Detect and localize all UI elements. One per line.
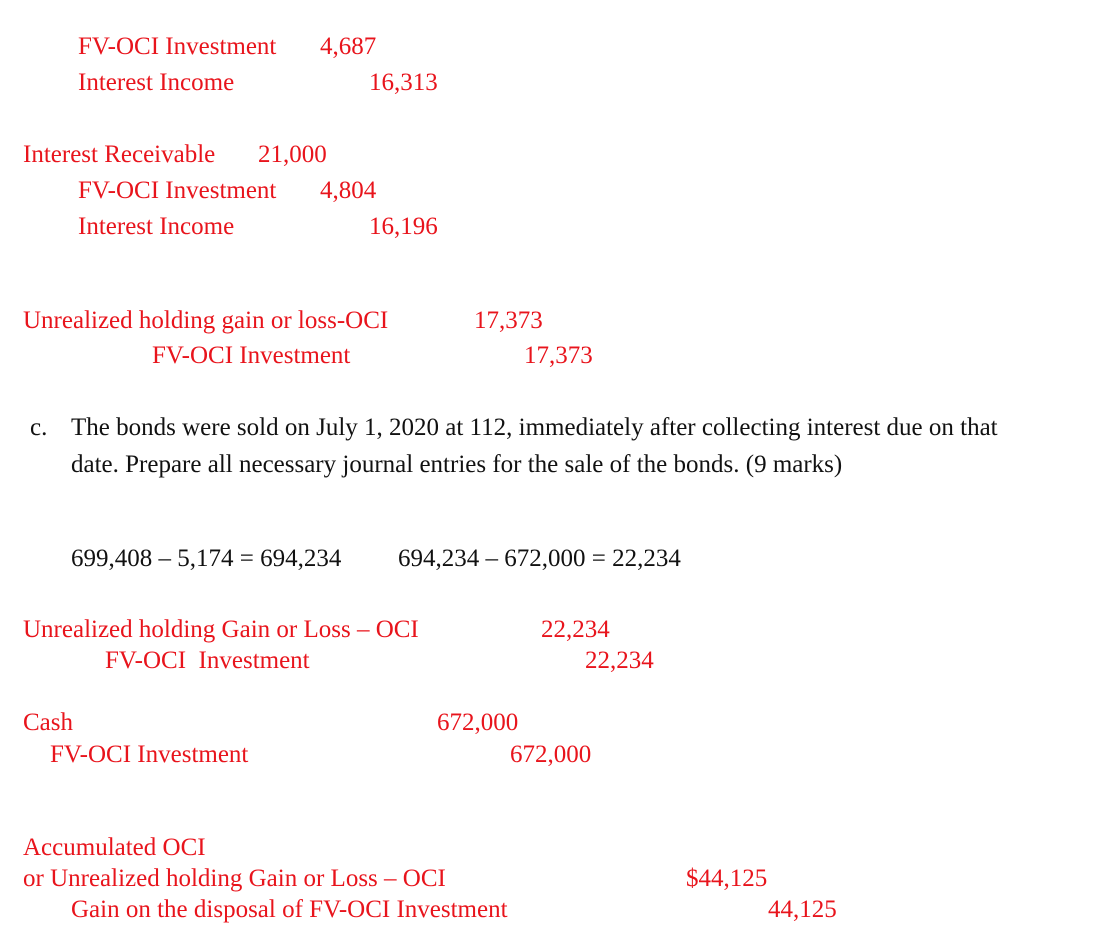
entry3-debit-label: Unrealized holding gain or loss-OCI bbox=[23, 307, 389, 334]
entry3-debit-amount: 17,373 bbox=[474, 307, 543, 334]
entry2-line3-label: Interest Income bbox=[78, 213, 235, 240]
entry1-debit-amount: 4,687 bbox=[320, 33, 377, 60]
sale1-debit-amount: 22,234 bbox=[541, 616, 610, 643]
entry3-credit-label: FV-OCI Investment bbox=[152, 342, 351, 369]
sale2-credit-label: FV-OCI Investment bbox=[50, 741, 249, 768]
sale1-credit-label: FV-OCI Investment bbox=[105, 647, 310, 674]
sale1-debit-label: Unrealized holding Gain or Loss – OCI bbox=[23, 616, 419, 643]
entry1-credit-label: Interest Income bbox=[78, 69, 235, 96]
sale3-line2-amount: $44,125 bbox=[686, 865, 768, 892]
sale3-line2-label: or Unrealized holding Gain or Loss – OCI bbox=[23, 865, 446, 892]
entry2-line2-amount: 4,804 bbox=[320, 177, 377, 204]
question-line1: The bonds were sold on July 1, 2020 at 112, immediately after collecting interest due on that bbox=[71, 414, 998, 441]
sale3-line1-label: Accumulated OCI bbox=[23, 834, 206, 861]
sale3-line3-label: Gain on the disposal of FV-OCI Investment bbox=[71, 896, 508, 923]
sale3-line3-amount: 44,125 bbox=[768, 896, 837, 923]
sale1-credit-amount: 22,234 bbox=[585, 647, 654, 674]
sale2-credit-amount: 672,000 bbox=[510, 741, 592, 768]
entry2-line1-label: Interest Receivable bbox=[23, 141, 216, 168]
entry3-credit-amount: 17,373 bbox=[524, 342, 593, 369]
entry2-line3-amount: 16,196 bbox=[369, 213, 438, 240]
calculation-1: 699,408 – 5,174 = 694,234 bbox=[71, 545, 342, 572]
question-marker: c. bbox=[30, 414, 48, 441]
question-line2: date. Prepare all necessary journal entries for the sale of the bonds. (9 marks) bbox=[71, 451, 843, 478]
sale2-debit-amount: 672,000 bbox=[437, 709, 519, 736]
entry1-debit-label: FV-OCI Investment bbox=[78, 33, 277, 60]
calculation-2: 694,234 – 672,000 = 22,234 bbox=[398, 545, 681, 572]
entry1-credit-amount: 16,313 bbox=[369, 69, 438, 96]
entry2-line1-amount: 21,000 bbox=[258, 141, 327, 168]
entry2-line2-label: FV-OCI Investment bbox=[78, 177, 277, 204]
sale2-debit-label: Cash bbox=[23, 709, 73, 736]
